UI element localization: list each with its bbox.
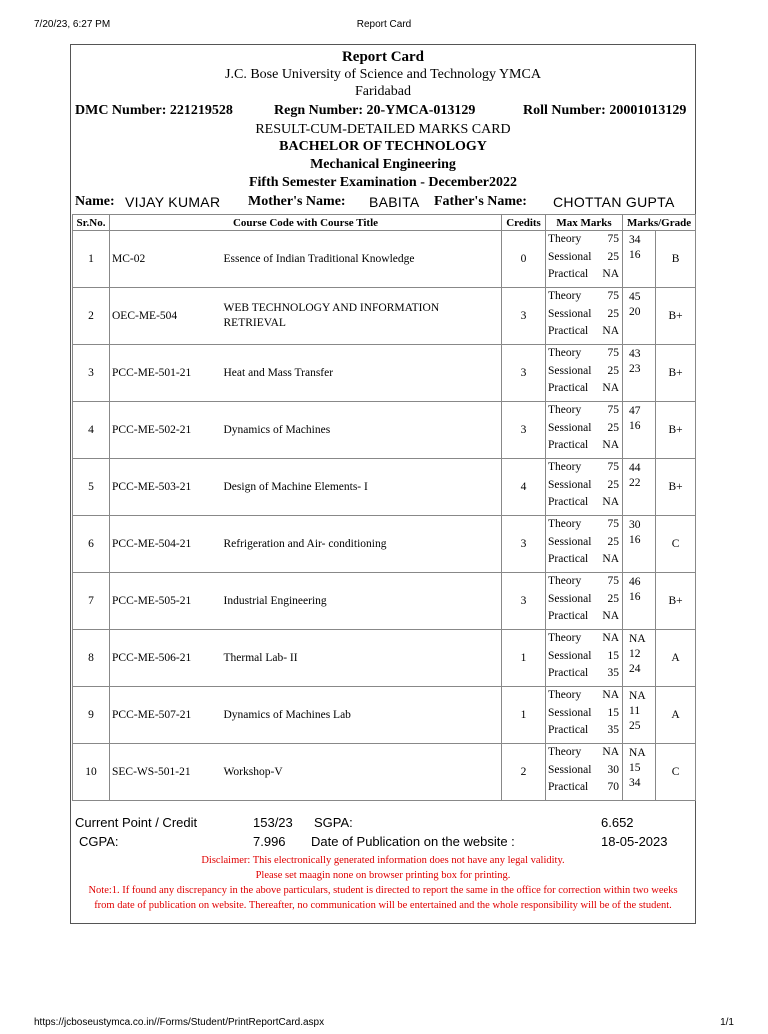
university-city: Faridabad (355, 84, 411, 99)
max-marks-component: Sessional (548, 649, 592, 662)
obtained-mark: 30 (629, 519, 641, 531)
obtained-mark: 47 (629, 405, 641, 417)
max-marks-value: 35 (607, 667, 620, 679)
max-marks-value: 75 (607, 404, 620, 416)
cell-course-code: MC-02 (110, 231, 220, 288)
cell-marks-obtained (623, 231, 656, 288)
max-marks-value: 15 (607, 706, 620, 719)
cell-max-marks (546, 231, 623, 288)
cell-marks-obtained (623, 345, 656, 402)
cell-course-title: Dynamics of Machines (220, 402, 502, 459)
father-name: CHOTTAN GUPTA (553, 194, 675, 210)
report-card (70, 44, 696, 924)
print-url: https://jcboseustymca.co.in//Forms/Student/PrintReportCard.aspx (34, 1017, 325, 1028)
disclaimer-note: Note:1. If found any discrepancy in the above particulars, student is directed to report the same in the office for correction within two weeks from date of publication on website. Thereafter, no communication will be entertained and the whole responsibility will be of the student. (88, 885, 678, 911)
cell-max-marks (546, 288, 623, 345)
max-marks-value: NA (602, 610, 620, 622)
result-heading: RESULT-CUM-DETAILED MARKS CARD (255, 122, 511, 137)
cell-grade: C (656, 516, 696, 573)
cell-sr-no: 10 (73, 744, 110, 801)
cell-marks-obtained (623, 687, 656, 744)
max-marks-value: NA (602, 382, 620, 394)
max-marks-component: Theory (548, 347, 582, 359)
header-credits: Credits (502, 215, 546, 231)
sgpa-label: SGPA: (314, 815, 353, 830)
max-marks-line (546, 306, 622, 324)
max-marks-value: 75 (607, 575, 620, 587)
max-marks-line (546, 494, 622, 512)
max-marks-line (546, 266, 622, 284)
cell-sr-no: 8 (73, 630, 110, 687)
max-marks-value: 70 (607, 781, 620, 793)
header-max-marks: Max Marks (546, 215, 623, 231)
obtained-mark: 43 (629, 348, 641, 360)
table-row (73, 573, 696, 630)
roll-number: Roll Number: 20001013129 (523, 103, 687, 118)
obtained-mark: 12 (629, 648, 641, 660)
cell-grade: A (656, 630, 696, 687)
max-marks-value: 25 (607, 421, 620, 434)
obtained-mark: 46 (629, 576, 641, 588)
cell-sr-no: 4 (73, 402, 110, 459)
max-marks-component: Sessional (548, 307, 592, 320)
max-marks-value: 75 (607, 461, 620, 473)
max-marks-value: 25 (607, 535, 620, 548)
cell-sr-no: 5 (73, 459, 110, 516)
university-name: J.C. Bose University of Science and Technology YMCA (225, 67, 541, 82)
header-sr: Sr.No. (73, 215, 110, 231)
max-marks-line (546, 323, 622, 341)
cell-marks-obtained (623, 744, 656, 801)
obtained-mark: 16 (629, 249, 641, 261)
cell-max-marks (546, 573, 623, 630)
max-marks-component: Practical (548, 724, 589, 736)
max-marks-line (546, 380, 622, 398)
max-marks-line (546, 249, 622, 267)
obtained-mark: 20 (629, 306, 641, 318)
max-marks-line (546, 437, 622, 455)
table-row (73, 231, 696, 288)
max-marks-line (546, 744, 622, 762)
cell-credits: 3 (502, 516, 546, 573)
max-marks-component: Theory (548, 233, 582, 245)
table-row (73, 459, 696, 516)
table-row (73, 687, 696, 744)
cell-course-code: PCC-ME-503-21 (110, 459, 220, 516)
obtained-mark: 11 (629, 705, 641, 717)
cell-credits: 3 (502, 345, 546, 402)
cell-grade: B (656, 231, 696, 288)
cell-marks-obtained (623, 630, 656, 687)
cell-grade: B+ (656, 345, 696, 402)
max-marks-component: Sessional (548, 592, 592, 605)
max-marks-component: Theory (548, 746, 582, 758)
obtained-mark: 15 (629, 762, 641, 774)
regn-number: Regn Number: 20-YMCA-013129 (274, 103, 476, 118)
max-marks-line (546, 551, 622, 569)
max-marks-component: Sessional (548, 478, 592, 491)
cell-credits: 1 (502, 630, 546, 687)
max-marks-value: 25 (607, 478, 620, 491)
max-marks-value: NA (602, 632, 620, 644)
cell-credits: 1 (502, 687, 546, 744)
max-marks-value: NA (602, 496, 620, 508)
cell-grade: B+ (656, 459, 696, 516)
max-marks-line (546, 231, 622, 249)
mother-name: BABITA (369, 194, 420, 210)
obtained-mark: 24 (629, 663, 641, 675)
header-course: Course Code with Course Title (110, 215, 502, 231)
max-marks-component: Sessional (548, 535, 592, 548)
card-title: Report Card (341, 49, 425, 65)
branch: Mechanical Engineering (310, 157, 456, 172)
max-marks-component: Theory (548, 461, 582, 473)
cell-credits: 3 (502, 288, 546, 345)
max-marks-value: 75 (607, 233, 620, 245)
cell-course-title: WEB TECHNOLOGY AND INFORMATION RETRIEVAL (220, 288, 502, 345)
max-marks-component: Theory (548, 689, 582, 701)
current-point-label: Current Point / Credit (75, 815, 198, 830)
obtained-mark: 16 (629, 420, 641, 432)
cell-max-marks (546, 516, 623, 573)
disclaimer-line-2: Please set maagin none on browser printing box for printing. (255, 870, 511, 881)
cell-course-code: PCC-ME-502-21 (110, 402, 220, 459)
cell-course-title: Industrial Engineering (220, 573, 502, 630)
table-row (73, 288, 696, 345)
cell-course-code: SEC-WS-501-21 (110, 744, 220, 801)
max-marks-value: 30 (607, 763, 620, 776)
obtained-mark: 44 (629, 462, 641, 474)
max-marks-value: 25 (607, 250, 620, 263)
sgpa-value: 6.652 (601, 815, 634, 830)
max-marks-value: 25 (607, 592, 620, 605)
max-marks-value: NA (602, 439, 620, 451)
max-marks-value: NA (602, 325, 620, 337)
marks-table (72, 214, 696, 801)
max-marks-component: Sessional (548, 364, 592, 377)
cell-credits: 3 (502, 573, 546, 630)
header-marks-grade: Marks/Grade (623, 215, 696, 231)
max-marks-value: NA (602, 553, 620, 565)
cell-marks-obtained (623, 516, 656, 573)
max-marks-value: 15 (607, 649, 620, 662)
max-marks-line (546, 459, 622, 477)
obtained-mark: 22 (629, 477, 641, 489)
degree: BACHELOR OF TECHNOLOGY (279, 139, 487, 154)
publication-date-label: Date of Publication on the website : (311, 834, 515, 849)
cell-max-marks (546, 402, 623, 459)
cell-course-code: PCC-ME-504-21 (110, 516, 220, 573)
max-marks-line (546, 288, 622, 306)
max-marks-value: NA (602, 689, 620, 701)
cell-course-code: PCC-ME-507-21 (110, 687, 220, 744)
cell-credits: 4 (502, 459, 546, 516)
max-marks-component: Practical (548, 268, 589, 280)
max-marks-component: Practical (548, 553, 589, 565)
max-marks-component: Practical (548, 496, 589, 508)
mother-label: Mother's Name: (248, 194, 346, 209)
max-marks-component: Sessional (548, 706, 592, 719)
cell-marks-obtained (623, 402, 656, 459)
max-marks-value: NA (602, 746, 620, 758)
cell-course-code: PCC-ME-505-21 (110, 573, 220, 630)
obtained-mark: 23 (629, 363, 641, 375)
max-marks-line (546, 591, 622, 609)
obtained-mark: 45 (629, 291, 641, 303)
cell-course-code: PCC-ME-506-21 (110, 630, 220, 687)
cell-max-marks (546, 459, 623, 516)
cell-sr-no: 9 (73, 687, 110, 744)
cell-grade: B+ (656, 402, 696, 459)
max-marks-value: 35 (607, 724, 620, 736)
max-marks-line (546, 608, 622, 626)
max-marks-line (546, 534, 622, 552)
max-marks-line (546, 722, 622, 740)
max-marks-component: Theory (548, 632, 582, 644)
max-marks-component: Theory (548, 575, 582, 587)
obtained-mark: 34 (629, 777, 641, 789)
max-marks-line (546, 345, 622, 363)
cell-grade: B+ (656, 288, 696, 345)
max-marks-component: Theory (548, 518, 582, 530)
print-datetime: 7/20/23, 6:27 PM (34, 19, 111, 30)
disclaimer-line-1: Disclaimer: This electronically generated information does not have any legal validity. (201, 855, 565, 866)
max-marks-component: Theory (548, 290, 582, 302)
cell-marks-obtained (623, 288, 656, 345)
max-marks-value: 25 (607, 364, 620, 377)
cell-course-code: PCC-ME-501-21 (110, 345, 220, 402)
max-marks-line (546, 363, 622, 381)
obtained-mark: NA (629, 633, 646, 645)
max-marks-component: Sessional (548, 421, 592, 434)
cell-credits: 0 (502, 231, 546, 288)
cgpa-value: 7.996 (253, 834, 286, 849)
max-marks-component: Sessional (548, 763, 592, 776)
table-row (73, 345, 696, 402)
cell-credits: 2 (502, 744, 546, 801)
cell-grade: C (656, 744, 696, 801)
dmc-number: DMC Number: 221219528 (75, 103, 233, 118)
max-marks-line (546, 630, 622, 648)
max-marks-line (546, 420, 622, 438)
current-point-value: 153/23 (253, 815, 293, 830)
table-row (73, 516, 696, 573)
max-marks-line (546, 573, 622, 591)
max-marks-line (546, 665, 622, 683)
cell-course-title: Thermal Lab- II (220, 630, 502, 687)
max-marks-component: Practical (548, 610, 589, 622)
cell-marks-obtained (623, 459, 656, 516)
max-marks-component: Practical (548, 667, 589, 679)
max-marks-component: Practical (548, 325, 589, 337)
cell-sr-no: 1 (73, 231, 110, 288)
cell-marks-obtained (623, 573, 656, 630)
max-marks-component: Practical (548, 781, 589, 793)
obtained-mark: 16 (629, 534, 641, 546)
max-marks-line (546, 648, 622, 666)
obtained-mark: 25 (629, 720, 641, 732)
cell-sr-no: 2 (73, 288, 110, 345)
cell-course-code: OEC-ME-504 (110, 288, 220, 345)
print-header (34, 19, 734, 33)
cell-course-title: Dynamics of Machines Lab (220, 687, 502, 744)
cell-max-marks (546, 687, 623, 744)
max-marks-line (546, 687, 622, 705)
cell-course-title: Refrigeration and Air- conditioning (220, 516, 502, 573)
max-marks-line (546, 402, 622, 420)
table-row (73, 744, 696, 801)
max-marks-value: NA (602, 268, 620, 280)
name-label: Name: (75, 194, 115, 209)
max-marks-line (546, 477, 622, 495)
max-marks-value: 75 (607, 347, 620, 359)
exam-title: Fifth Semester Examination - December2022 (248, 175, 518, 190)
cell-course-title: Essence of Indian Traditional Knowledge (220, 231, 502, 288)
max-marks-line (546, 779, 622, 797)
cell-course-title: Workshop-V (220, 744, 502, 801)
max-marks-line (546, 762, 622, 780)
max-marks-component: Theory (548, 404, 582, 416)
max-marks-component: Practical (548, 382, 589, 394)
cell-sr-no: 6 (73, 516, 110, 573)
print-footer (34, 1017, 734, 1034)
cell-course-title: Heat and Mass Transfer (220, 345, 502, 402)
cell-course-title: Design of Machine Elements- I (220, 459, 502, 516)
table-row (73, 630, 696, 687)
cell-max-marks (546, 630, 623, 687)
print-page-number: 1/1 (720, 1017, 734, 1028)
max-marks-value: 75 (607, 518, 620, 530)
obtained-mark: NA (629, 690, 646, 702)
cell-grade: B+ (656, 573, 696, 630)
cell-max-marks (546, 744, 623, 801)
max-marks-value: 75 (607, 290, 620, 302)
cell-sr-no: 7 (73, 573, 110, 630)
father-label: Father's Name: (434, 194, 527, 209)
table-header-row (73, 215, 696, 231)
cell-grade: A (656, 687, 696, 744)
max-marks-line (546, 705, 622, 723)
student-name: VIJAY KUMAR (125, 194, 221, 210)
max-marks-value: 25 (607, 307, 620, 320)
obtained-mark: 34 (629, 234, 641, 246)
cell-max-marks (546, 345, 623, 402)
cgpa-label: CGPA: (79, 834, 119, 849)
table-row (73, 402, 696, 459)
max-marks-line (546, 516, 622, 534)
obtained-mark: NA (629, 747, 646, 759)
print-page-title: Report Card (356, 19, 412, 30)
cell-credits: 3 (502, 402, 546, 459)
max-marks-component: Practical (548, 439, 589, 451)
obtained-mark: 16 (629, 591, 641, 603)
disclaimer (77, 853, 689, 913)
cell-sr-no: 3 (73, 345, 110, 402)
max-marks-component: Sessional (548, 250, 592, 263)
publication-date-value: 18-05-2023 (601, 834, 668, 849)
